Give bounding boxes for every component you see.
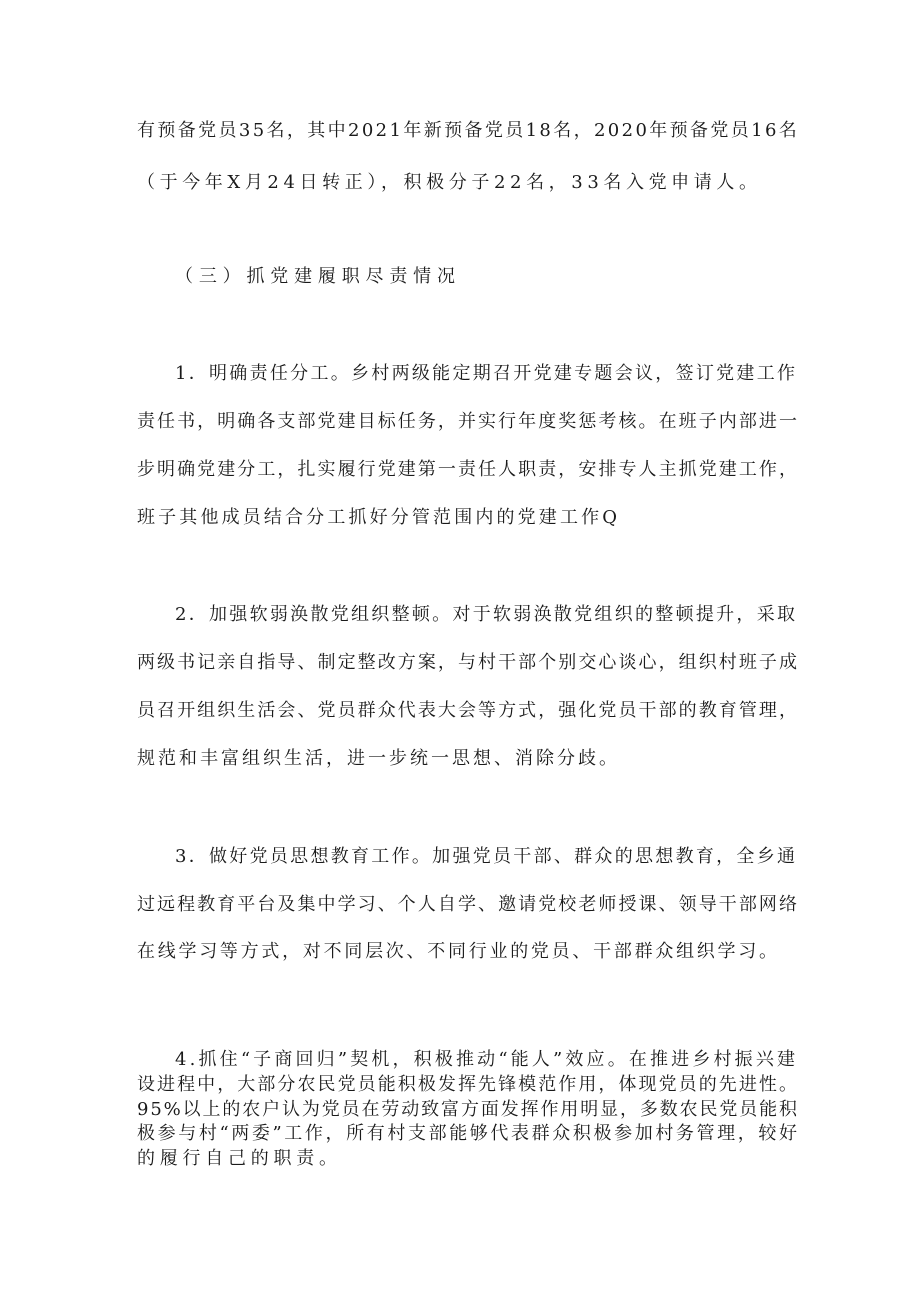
item1-line-3: 步明确党建分工，扎实履行党建第一责任人职责，安排专人主抓党建工作， bbox=[137, 459, 800, 480]
section-heading: （三）抓党建履职尽责情况 bbox=[175, 266, 461, 287]
item2-line-3: 员召开组织生活会、党员群众代表大会等方式，强化党员干部的教育管理， bbox=[137, 700, 800, 721]
item1-line-1: 1．明确责任分工。乡村两级能定期召开党建专题会议，签订党建工作 bbox=[175, 363, 798, 384]
item1-line-2: 责任书，明确各支部党建目标任务，并实行年度奖惩考核。在班子内部进一 bbox=[137, 411, 800, 432]
item4-line-3: 95%以上的农户认为党员在劳动致富方面发挥作用明显，多数农民党员能积 bbox=[137, 1099, 799, 1120]
item4-line-5: 的履行自己的职责。 bbox=[137, 1148, 342, 1169]
item4-line-1: 4.抓住“子商回归”契机，积极推动“能人”效应。在推进乡村振兴建 bbox=[175, 1049, 799, 1070]
item2-line-4: 规范和丰富组织生活，进一步统一思想、消除分歧。 bbox=[137, 748, 620, 769]
item4-line-4: 极参与村“两委”工作，所有村支部能够代表群众积极参加村务管理，较好 bbox=[137, 1123, 800, 1144]
item3-line-2: 过远程教育平台及集中学习、个人自学、邀请党校老师授课、领导干部网络 bbox=[137, 894, 800, 915]
item3-line-3: 在线学习等方式，对不同层次、不同行业的党员、干部群众组织学习。 bbox=[137, 941, 780, 962]
item4-line-2: 设进程中，大部分农民党员能积极发挥先锋模范作用，体现党员的先进性。 bbox=[137, 1074, 800, 1095]
item3-line-1: 3．做好党员思想教育工作。加强党员干部、群众的思想教育，全乡通 bbox=[175, 846, 798, 867]
item1-line-4: 班子其他成员结合分工抓好分管范围内的党建工作Q bbox=[137, 507, 621, 528]
item2-line-1: 2．加强软弱涣散党组织整顿。对于软弱涣散党组织的整顿提升，采取 bbox=[175, 604, 798, 625]
intro-line-1: 有预备党员35名，其中2021年新预备党员18名，2020年预备党员16名 bbox=[137, 120, 800, 141]
item2-line-2: 两级书记亲自指导、制定整改方案，与村干部个别交心谈心，组织村班子成 bbox=[137, 652, 800, 673]
intro-line-2: （于今年X月24日转正），积极分子22名，33名入党申请人。 bbox=[137, 172, 762, 193]
